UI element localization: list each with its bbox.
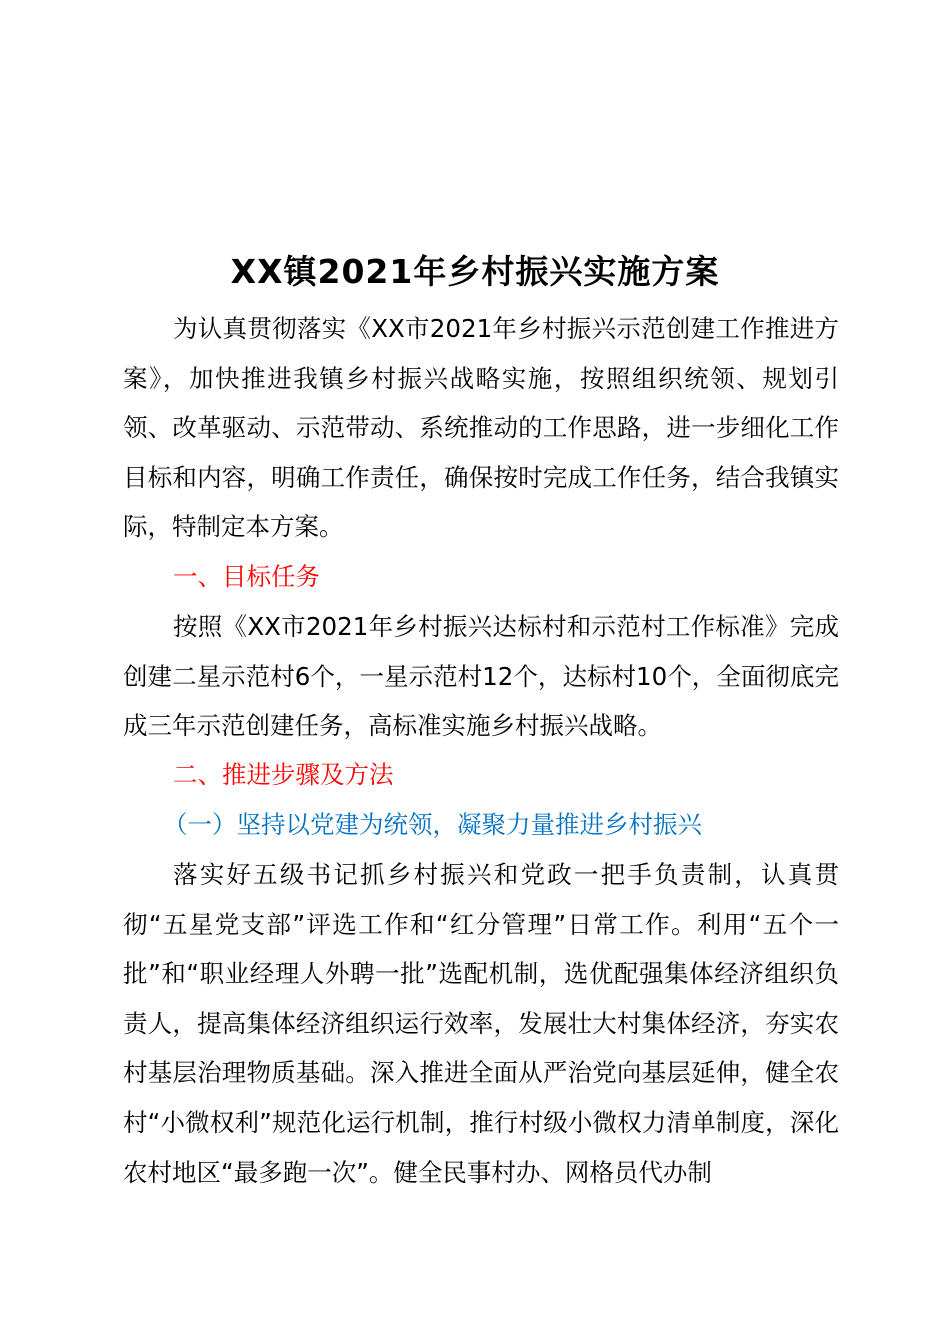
section-heading-goals: 一、目标任务 bbox=[173, 562, 320, 591]
subsection-heading-party-building: （一）坚持以党建为统领，凝聚力量推进乡村振兴 bbox=[163, 810, 702, 839]
section-heading-steps: 二、推进步骤及方法 bbox=[173, 760, 394, 789]
intro-paragraph: 为认真贯彻落实《XX市2021年乡村振兴示范创建工作推进方案》，加快推进我镇乡村振兴战略实施，按照组织统领、规划引领、改革驱动、示范带动、系统推动的工作思路，进一步细化工作目标和内容，明确工作责任，确保按时完成工作任务，结合我镇实际，特制定本方案。 bbox=[123, 314, 839, 542]
goals-paragraph: 按照《XX市2021年乡村振兴达标村和示范村工作标准》完成创建二星示范村6个，一星示范村12个，达标村10个，全面彻底完成三年示范创建任务，高标准实施乡村振兴战略。 bbox=[123, 612, 839, 741]
document-title: XX镇2021年乡村振兴实施方案 bbox=[230, 252, 720, 292]
party-building-paragraph: 落实好五级书记抓乡村振兴和党政一把手负责制，认真贯彻“五星党支部”评选工作和“红分管理”日常工作。利用“五个一批”和“职业经理人外聘一批”选配机制，选优配强集体经济组织负责人，提高集体经济组织运行效率，发展壮大村集体经济，夯实农村基层治理物质基础。深入推进全面从严治党向基层延伸，健全农村“小微权利”规范化运行机制，推行村级小微权力清单制度，深化农村地区“最多跑一次”。健全民事村办、网格员代办制 bbox=[123, 860, 839, 1187]
